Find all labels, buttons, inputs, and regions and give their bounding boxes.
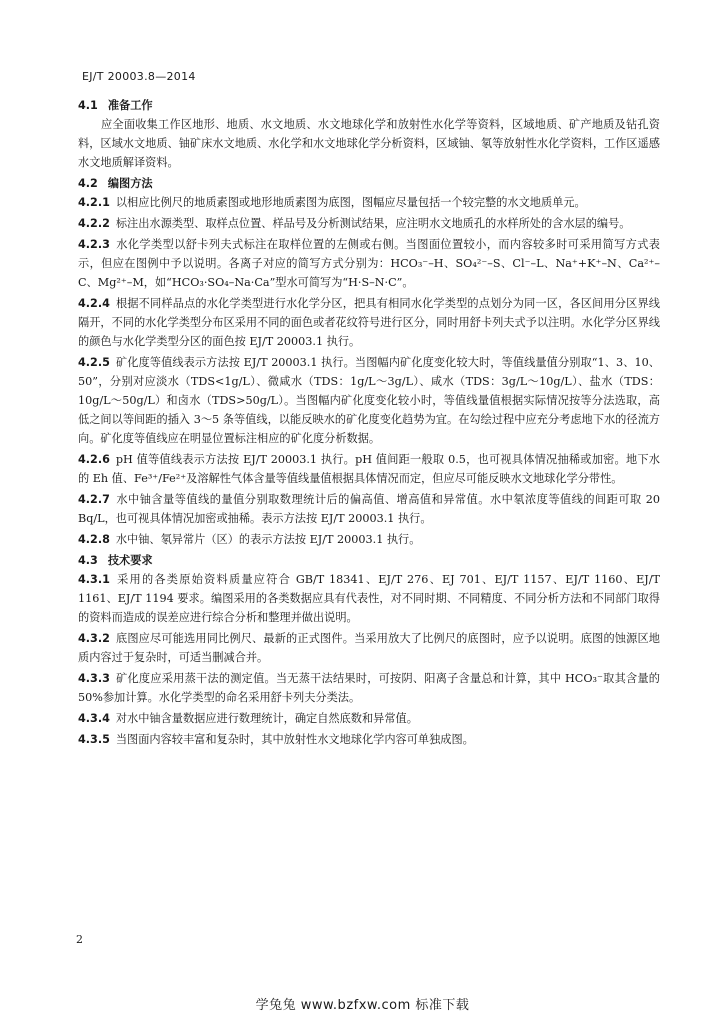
- clause-number: 4.2.2: [78, 217, 110, 230]
- clause-text: 底图应尽可能选用同比例尺、最新的正式图件。当采用放大了比例尺的底图时，应予以说明。底图的蚀源区地质内容过于复杂时，可适当删减合并。: [78, 632, 660, 664]
- clause-paragraph: [78, 709, 660, 728]
- section-heading: [78, 551, 660, 570]
- document-code: EJ/T 20003.8—2014: [82, 70, 196, 83]
- clause-number: 4.2.8: [78, 533, 110, 546]
- clause-text: 水中铀含量等值线的量值分别取数理统计后的偏高值、增高值和异常值。水中氡浓度等值线的间距可取 20 Bq/L，也可视具体情况加密或抽稀。表示方法按 EJ/T 20003.1 执行。: [78, 493, 660, 525]
- section-number: 4.2: [78, 177, 98, 190]
- clause-paragraph: [78, 115, 660, 172]
- section-title: 技术要求: [107, 554, 153, 567]
- clause-text: 采用的各类原始资料质量应符合 GB/T 18341、EJ/T 276、EJ 701、EJ/T 1157、EJ/T 1160、EJ/T 1161、EJ/T 1194 要求。编图采用的各类数据应具有代表性，对不同时期、不同精度、不同分析方法和不同部门取得的资料而造成的误差应进行综合分析和整理并做出说明。: [78, 573, 660, 624]
- clause-text: pH 值等值线表示方法按 EJ/T 20003.1 执行。pH 值间距一般取 0.5，也可视具体情况抽稀或加密。地下水的 Eh 值、Fe³⁺/Fe²⁺及溶解性气体含量等值线量值根据具体情况而定，但应尽可能反映水文地球化学分带性。: [78, 453, 660, 485]
- section-title: 准备工作: [107, 99, 153, 112]
- clause-paragraph: [78, 193, 660, 212]
- document-body: [78, 96, 660, 751]
- clause-paragraph: [78, 669, 660, 707]
- section-number: 4.1: [78, 99, 98, 112]
- clause-paragraph: [78, 530, 660, 549]
- clause-text: 应全面收集工作区地形、地质、水文地质、水文地球化学和放射性水化学等资料，区域地质、矿产地质及钻孔资料，区域水文地质、铀矿床水文地质、水化学和水文地球化学分析资料，区域铀、氡等放射性水化学资料，工作区遥感水文地质解译资料。: [78, 118, 660, 169]
- clause-number: 4.2.7: [78, 493, 110, 506]
- clause-text: 矿化度等值线表示方法按 EJ/T 20003.1 执行。当图幅内矿化度变化较大时，等值线量值分别取“1、3、10、50”，分别对应淡水（TDS<1g/L）、微咸水（TDS：1g/L～3g/L）、咸水（TDS：3g/L～10g/L）、盐水（TDS：10g/L～50g/L）和卤水（TDS>50g/L）。当图幅内矿化度变化较小时，等值线量值根据实际情况按等分法选取，高低之间以等间距的插入 3～5 条等值线，以能反映水的矿化度变化趋势为宜。在勾绘过程中应充分考虑地下水的径流方向。矿化度等值线应在明显位置标注相应的矿化度分析数据。: [78, 356, 660, 445]
- clause-number: 4.2.3: [78, 238, 110, 251]
- clause-paragraph: [78, 490, 660, 528]
- clause-text: 以相应比例尺的地质素图或地形地质素图为底图，图幅应尽量包括一个较完整的水文地质单元。: [115, 196, 586, 209]
- clause-number: 4.2.6: [78, 453, 110, 466]
- clause-number: 4.3.4: [78, 712, 110, 725]
- clause-text: 水中铀、氡异常片（区）的表示方法按 EJ/T 20003.1 执行。: [115, 533, 421, 546]
- section-number: 4.3: [78, 554, 98, 567]
- clause-number: 4.3.3: [78, 672, 110, 685]
- clause-paragraph: [78, 629, 660, 667]
- section-heading: [78, 96, 660, 115]
- clause-text: 标注出水源类型、取样点位置、样品号及分析测试结果，应注明水文地质孔的水样所处的含水层的编号。: [115, 217, 631, 230]
- clause-text: 对水中铀含量数据应进行数理统计，确定自然底数和异常值。: [115, 712, 418, 725]
- clause-number: 4.2.1: [78, 196, 110, 209]
- clause-paragraph: [78, 570, 660, 627]
- footer-watermark: 学兔兔 www.bzfxw.com 标准下载: [255, 998, 470, 1013]
- clause-text: 矿化度应采用蒸干法的测定值。当无蒸干法结果时，可按阴、阳离子含量总和计算，其中 HCO₃⁻取其含量的 50%参加计算。水化学类型的命名采用舒卡列夫分类法。: [78, 672, 660, 704]
- clause-text: 水化学类型以舒卡列夫式标注在取样位置的左侧或右侧。当图面位置较小，而内容较多时可采用简写方式表示，但应在图例中予以说明。各离子对应的简写方式分别为：HCO₃⁻–H、SO₄²⁻–S、Cl⁻–L、Na⁺+K⁺–N、Ca²⁺–C、Mg²⁺–M，如“HCO₃·SO₄–Na·Ca”型水可简写为“H·S–N·C”。: [78, 238, 660, 289]
- clause-paragraph: [78, 353, 660, 448]
- clause-paragraph: [78, 214, 660, 233]
- clause-number: 4.2.4: [78, 297, 110, 310]
- page-number: 2: [76, 933, 83, 946]
- clause-text: 根据不同样品点的水化学类型进行水化学分区，把具有相同水化学类型的点划分为同一区，各区间用分区界线隔开，不同的水化学类型分布区采用不同的面色或者花纹符号进行区分，同时用舒卡列夫式予以注明。水化学分区界线的颜色与水化学类型分区的面色按 EJ/T 20003.1 执行。: [78, 297, 660, 348]
- clause-paragraph: [78, 294, 660, 351]
- clause-number: 4.2.5: [78, 356, 110, 369]
- section-title: 编图方法: [107, 177, 153, 190]
- section-heading: [78, 174, 660, 193]
- clause-text: 当图面内容较丰富和复杂时，其中放射性水文地球化学内容可单独成图。: [115, 733, 474, 746]
- clause-paragraph: [78, 730, 660, 749]
- clause-number: 4.3.2: [78, 632, 110, 645]
- clause-paragraph: [78, 450, 660, 488]
- clause-number: 4.3.1: [78, 573, 110, 586]
- clause-number: 4.3.5: [78, 733, 110, 746]
- clause-paragraph: [78, 235, 660, 292]
